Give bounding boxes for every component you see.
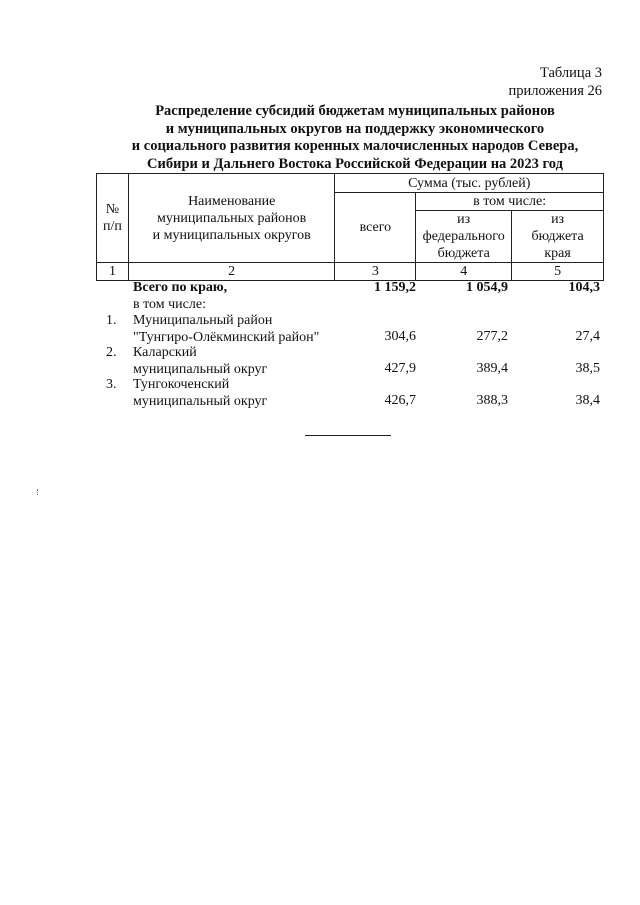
total-row: [96, 280, 604, 297]
title-line-2: и муниципальных округов на поддержку экономического: [165, 120, 545, 137]
header-including: в том числе:: [416, 193, 604, 211]
row-federal: 389,4: [476, 361, 508, 376]
title-line-3: и социального развития коренных малочисленных народов Севера,: [131, 138, 579, 154]
column-number: 2: [128, 263, 335, 281]
scan-mark: [37, 489, 40, 495]
header-federal: из федерального бюджета: [416, 211, 512, 263]
column-number: 5: [512, 263, 604, 281]
header-total: всего: [335, 193, 416, 263]
table-row: [96, 313, 604, 345]
including-row: [96, 297, 604, 313]
total-value: 1 159,2: [374, 280, 416, 295]
table-number: Таблица 3: [539, 65, 602, 81]
row-federal: 277,2: [476, 329, 508, 344]
total-regional: 104,3: [568, 280, 600, 295]
header-name: Наименование муниципальных районов и муниципальных округов: [128, 174, 335, 263]
table-row: [96, 377, 604, 409]
row-name: Тунгокоченский муниципальный округ: [133, 377, 268, 409]
row-number: 3.: [106, 377, 117, 392]
column-number: 3: [335, 263, 416, 281]
closing-rule: [305, 435, 391, 436]
total-label: Всего по краю,: [133, 280, 228, 295]
appendix-number: приложения 26: [508, 83, 602, 99]
row-regional: 38,5: [575, 361, 600, 376]
including-label: в том числе:: [133, 297, 206, 312]
row-total: 304,6: [384, 329, 416, 344]
row-name: Муниципальный район "Тунгиро-Олёкминский район": [133, 313, 320, 345]
column-number: 1: [97, 263, 129, 281]
header-sum: Сумма (тыс. рублей): [335, 174, 604, 193]
title-line-1: Распределение субсидий бюджетам муниципальных районов: [155, 103, 555, 119]
total-federal: 1 054,9: [466, 280, 508, 295]
row-number: 2.: [106, 345, 117, 360]
table-row: [96, 345, 604, 377]
column-number-row: [97, 263, 604, 281]
appendix-reference: [509, 64, 602, 100]
row-total: 426,7: [384, 393, 416, 408]
document-title: [90, 103, 620, 173]
header-row-number: № п/п: [97, 174, 129, 263]
row-regional: 38,4: [575, 393, 600, 408]
row-federal: 388,3: [476, 393, 508, 408]
table-body: [96, 280, 604, 409]
column-number: 4: [416, 263, 512, 281]
row-total: 427,9: [384, 361, 416, 376]
row-regional: 27,4: [575, 329, 600, 344]
title-line-4: Сибири и Дальнего Востока Российской Федерации на 2023 год: [147, 155, 563, 172]
header-regional: из бюджета края: [512, 211, 604, 263]
row-number: 1.: [106, 313, 117, 328]
row-name: Каларский муниципальный округ: [133, 345, 268, 377]
subsidy-table-header: [96, 173, 604, 281]
